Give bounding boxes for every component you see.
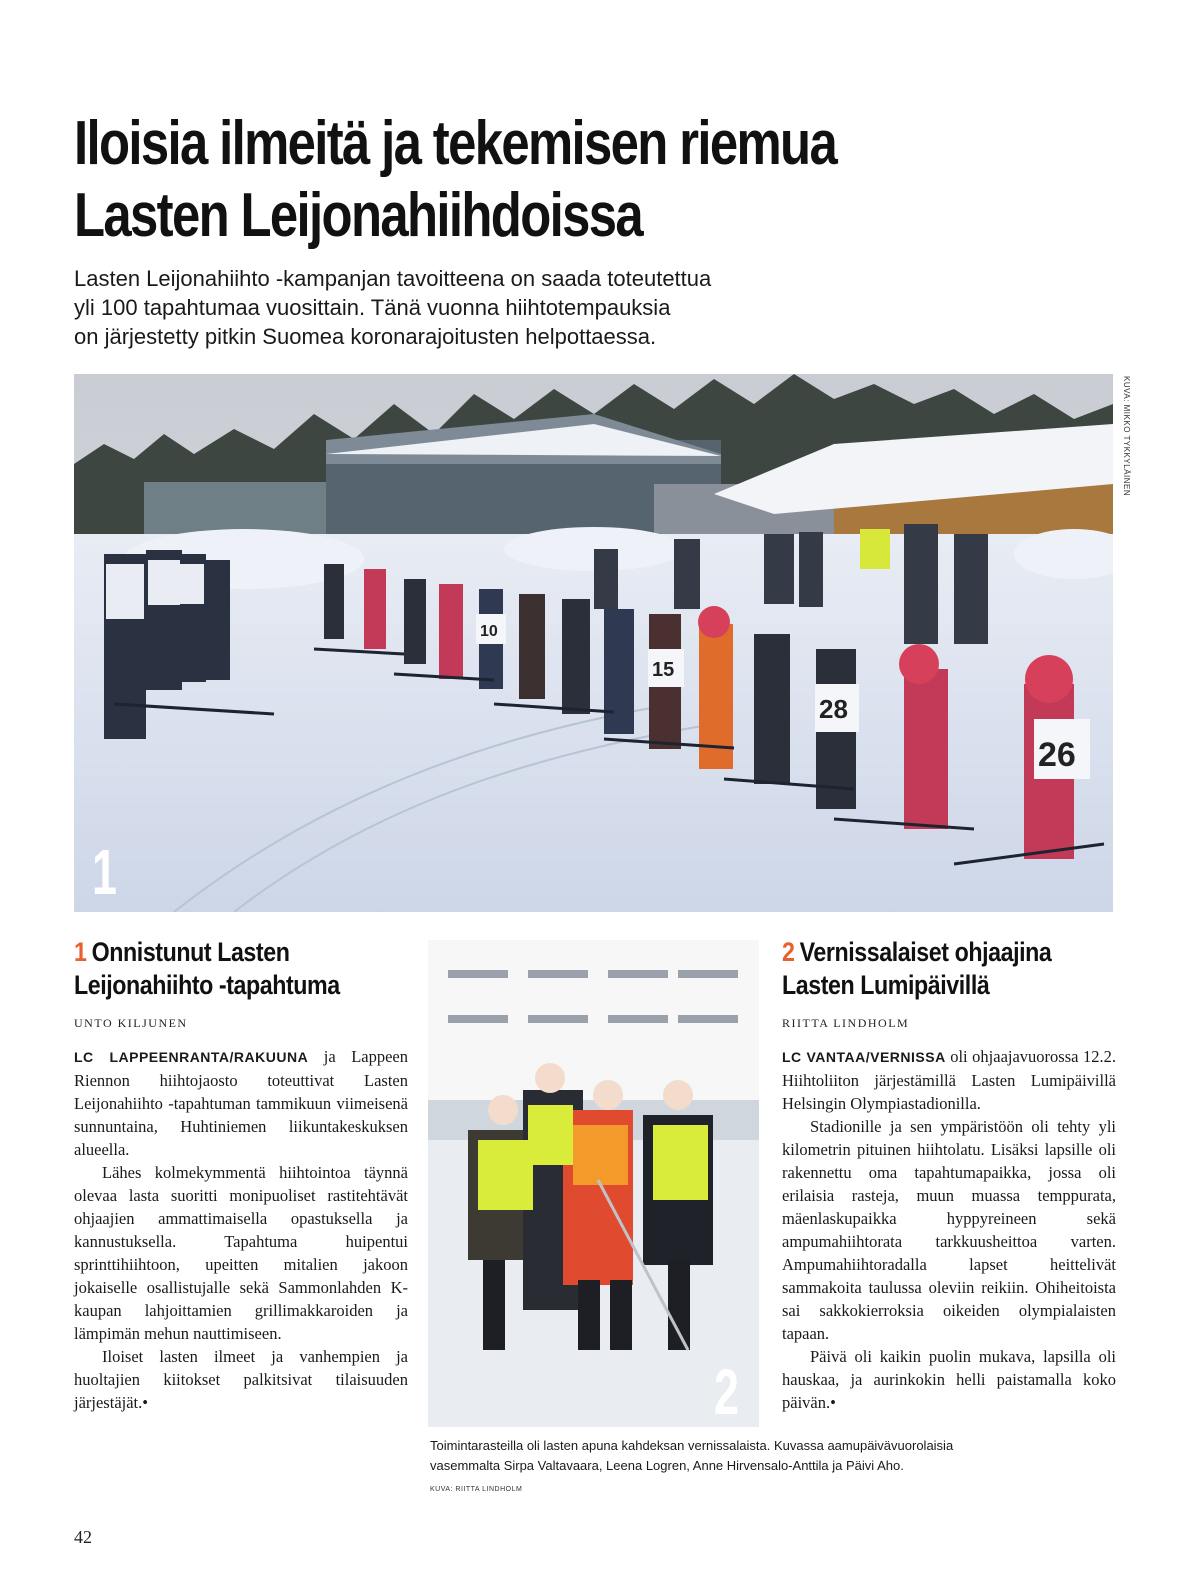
bib-number-4: 26 <box>1038 736 1076 774</box>
bib-number-1: 10 <box>480 623 498 640</box>
article-2-paragraph-3: Päivä oli kaikin puolin mukava, lapsilla oli hauskaa, ja aurinkokin helli paistamalla koko päivän.• <box>782 1347 1116 1412</box>
photo-1-number: 1 <box>92 836 117 908</box>
article-1-lead-in: LC LAPPEENRANTA/RAKUUNA <box>74 1049 309 1065</box>
photo-2-caption-line-2: vasemmalta Sirpa Valtavaara, Leena Logren, Anne Hirvensalo-Anttila ja Päivi Aho. <box>430 1458 904 1473</box>
lead-paragraph <box>74 264 794 351</box>
lead-line-3: on järjestetty pitkin Suomea koronarajoitusten helpottaessa. <box>74 324 657 349</box>
title-line-2: Lasten Leijonahiihdoissa <box>74 181 643 250</box>
photo-1-credit: KUVA: MIKKO TYKKYLÄINEN <box>1122 376 1131 497</box>
photo-2-number: 2 <box>714 1356 739 1427</box>
article-1-heading-line-2: Leijonahiihto -tapahtuma <box>74 970 340 1000</box>
article-2-heading-line-1: Vernissalaiset ohjaajina <box>799 937 1052 967</box>
article-1-paragraph-1 <box>74 1045 408 1161</box>
title-line-1: Iloisia ilmeitä ja tekemisen riemua <box>74 109 837 178</box>
bib-number-2: 15 <box>652 659 675 681</box>
photo-2-caption <box>430 1436 1030 1476</box>
article-1-paragraph-1-text: ja Lappeen Riennon hiihtojaosto toteuttivat Lasten Leijonahiihto -tapahtuman tammikuun viimeisenä sunnuntaina, Huhtiniemen liikuntakeskuksen alueella. <box>74 1047 408 1159</box>
photo-1-illustration <box>74 374 1113 912</box>
article-2 <box>782 936 1116 1414</box>
article-1-byline: UNTO KILJUNEN <box>74 1016 188 1030</box>
article-2-paragraph-2: Stadionille ja sen ympäristöön oli tehty yli kilometrin pituinen hiihtolatu. Lisäksi lapsille oli rakennettu oma tapahtumapaikka, jossa oli erilaisia rasteja, muun muassa temppurata, mäenlaskupaikka hyppyreineen sekä ampumahiihtorata tarkkuusheittoa varten. Ampumahiihtoradalla lapset heittelivät sammakoita taulussa oleviin reikiin. Ohiheitoista sai sakkokierroksia oikeiden olympialaisten tapaan. <box>782 1117 1116 1343</box>
photo-skiing-children <box>74 374 1113 912</box>
article-2-paragraph-1-text: oli ohjaajavuorossa 12.2. Hiihtoliiton järjestämillä Lasten Lumipäivillä Helsingin Olympiastadionilla. <box>782 1047 1116 1113</box>
article-2-number: 2 <box>782 937 795 967</box>
article-1-body <box>74 1045 408 1414</box>
article-1-paragraph-3: Iloiset lasten ilmeet ja vanhempien ja huoltajien kiitokset palkitsivat tilaisuuden järjestäjät.• <box>74 1347 408 1412</box>
article-2-lead-in: LC VANTAA/VERNISSA <box>782 1049 946 1065</box>
article-1-paragraph-2: Lähes kolmekymmentä hiihtointoa täynnä olevaa lasta suoritti monipuoliset rastitehtävät ohjaajien ammattimaisella opastuksella ja kannustuksella. Tapahtuma huipentui sprinttihiihtoon, upeitten mitalien jakoon jokaiselle osallistujalle sekä Sammonlahden K-kaupan lahjoittamien grillimakkaroiden ja lämpimän mehun nauttimiseen. <box>74 1163 408 1343</box>
article-2-body <box>782 1045 1116 1414</box>
lead-line-2: yli 100 tapahtumaa vuosittain. Tänä vuonna hiihtotempauksia <box>74 295 671 320</box>
article-1-heading <box>74 936 418 1002</box>
page-number: 42 <box>74 1527 92 1547</box>
bib-number-3: 28 <box>819 694 848 724</box>
article-2-heading-line-2: Lasten Lumipäivillä <box>782 970 990 1000</box>
article-1-number: 1 <box>74 937 87 967</box>
article-2-byline: RIITTA LINDHOLM <box>782 1016 910 1030</box>
photo-volunteers <box>428 940 759 1427</box>
photo-2-credit: KUVA: RIITTA LINDHOLM <box>430 1486 523 1493</box>
photo-2-illustration <box>428 940 759 1427</box>
article-1-heading-line-1: Onnistunut Lasten <box>91 937 290 967</box>
article-2-paragraph-1 <box>782 1045 1116 1115</box>
article-2-heading <box>782 936 1126 1002</box>
article-1 <box>74 936 408 1414</box>
lead-line-1: Lasten Leijonahiihto -kampanjan tavoitteena on saada toteutettua <box>74 266 712 291</box>
article-title <box>74 108 894 252</box>
photo-2-caption-line-1: Toimintarasteilla oli lasten apuna kahdeksan vernissalaista. Kuvassa aamupäivävuorolaisia <box>430 1438 954 1453</box>
